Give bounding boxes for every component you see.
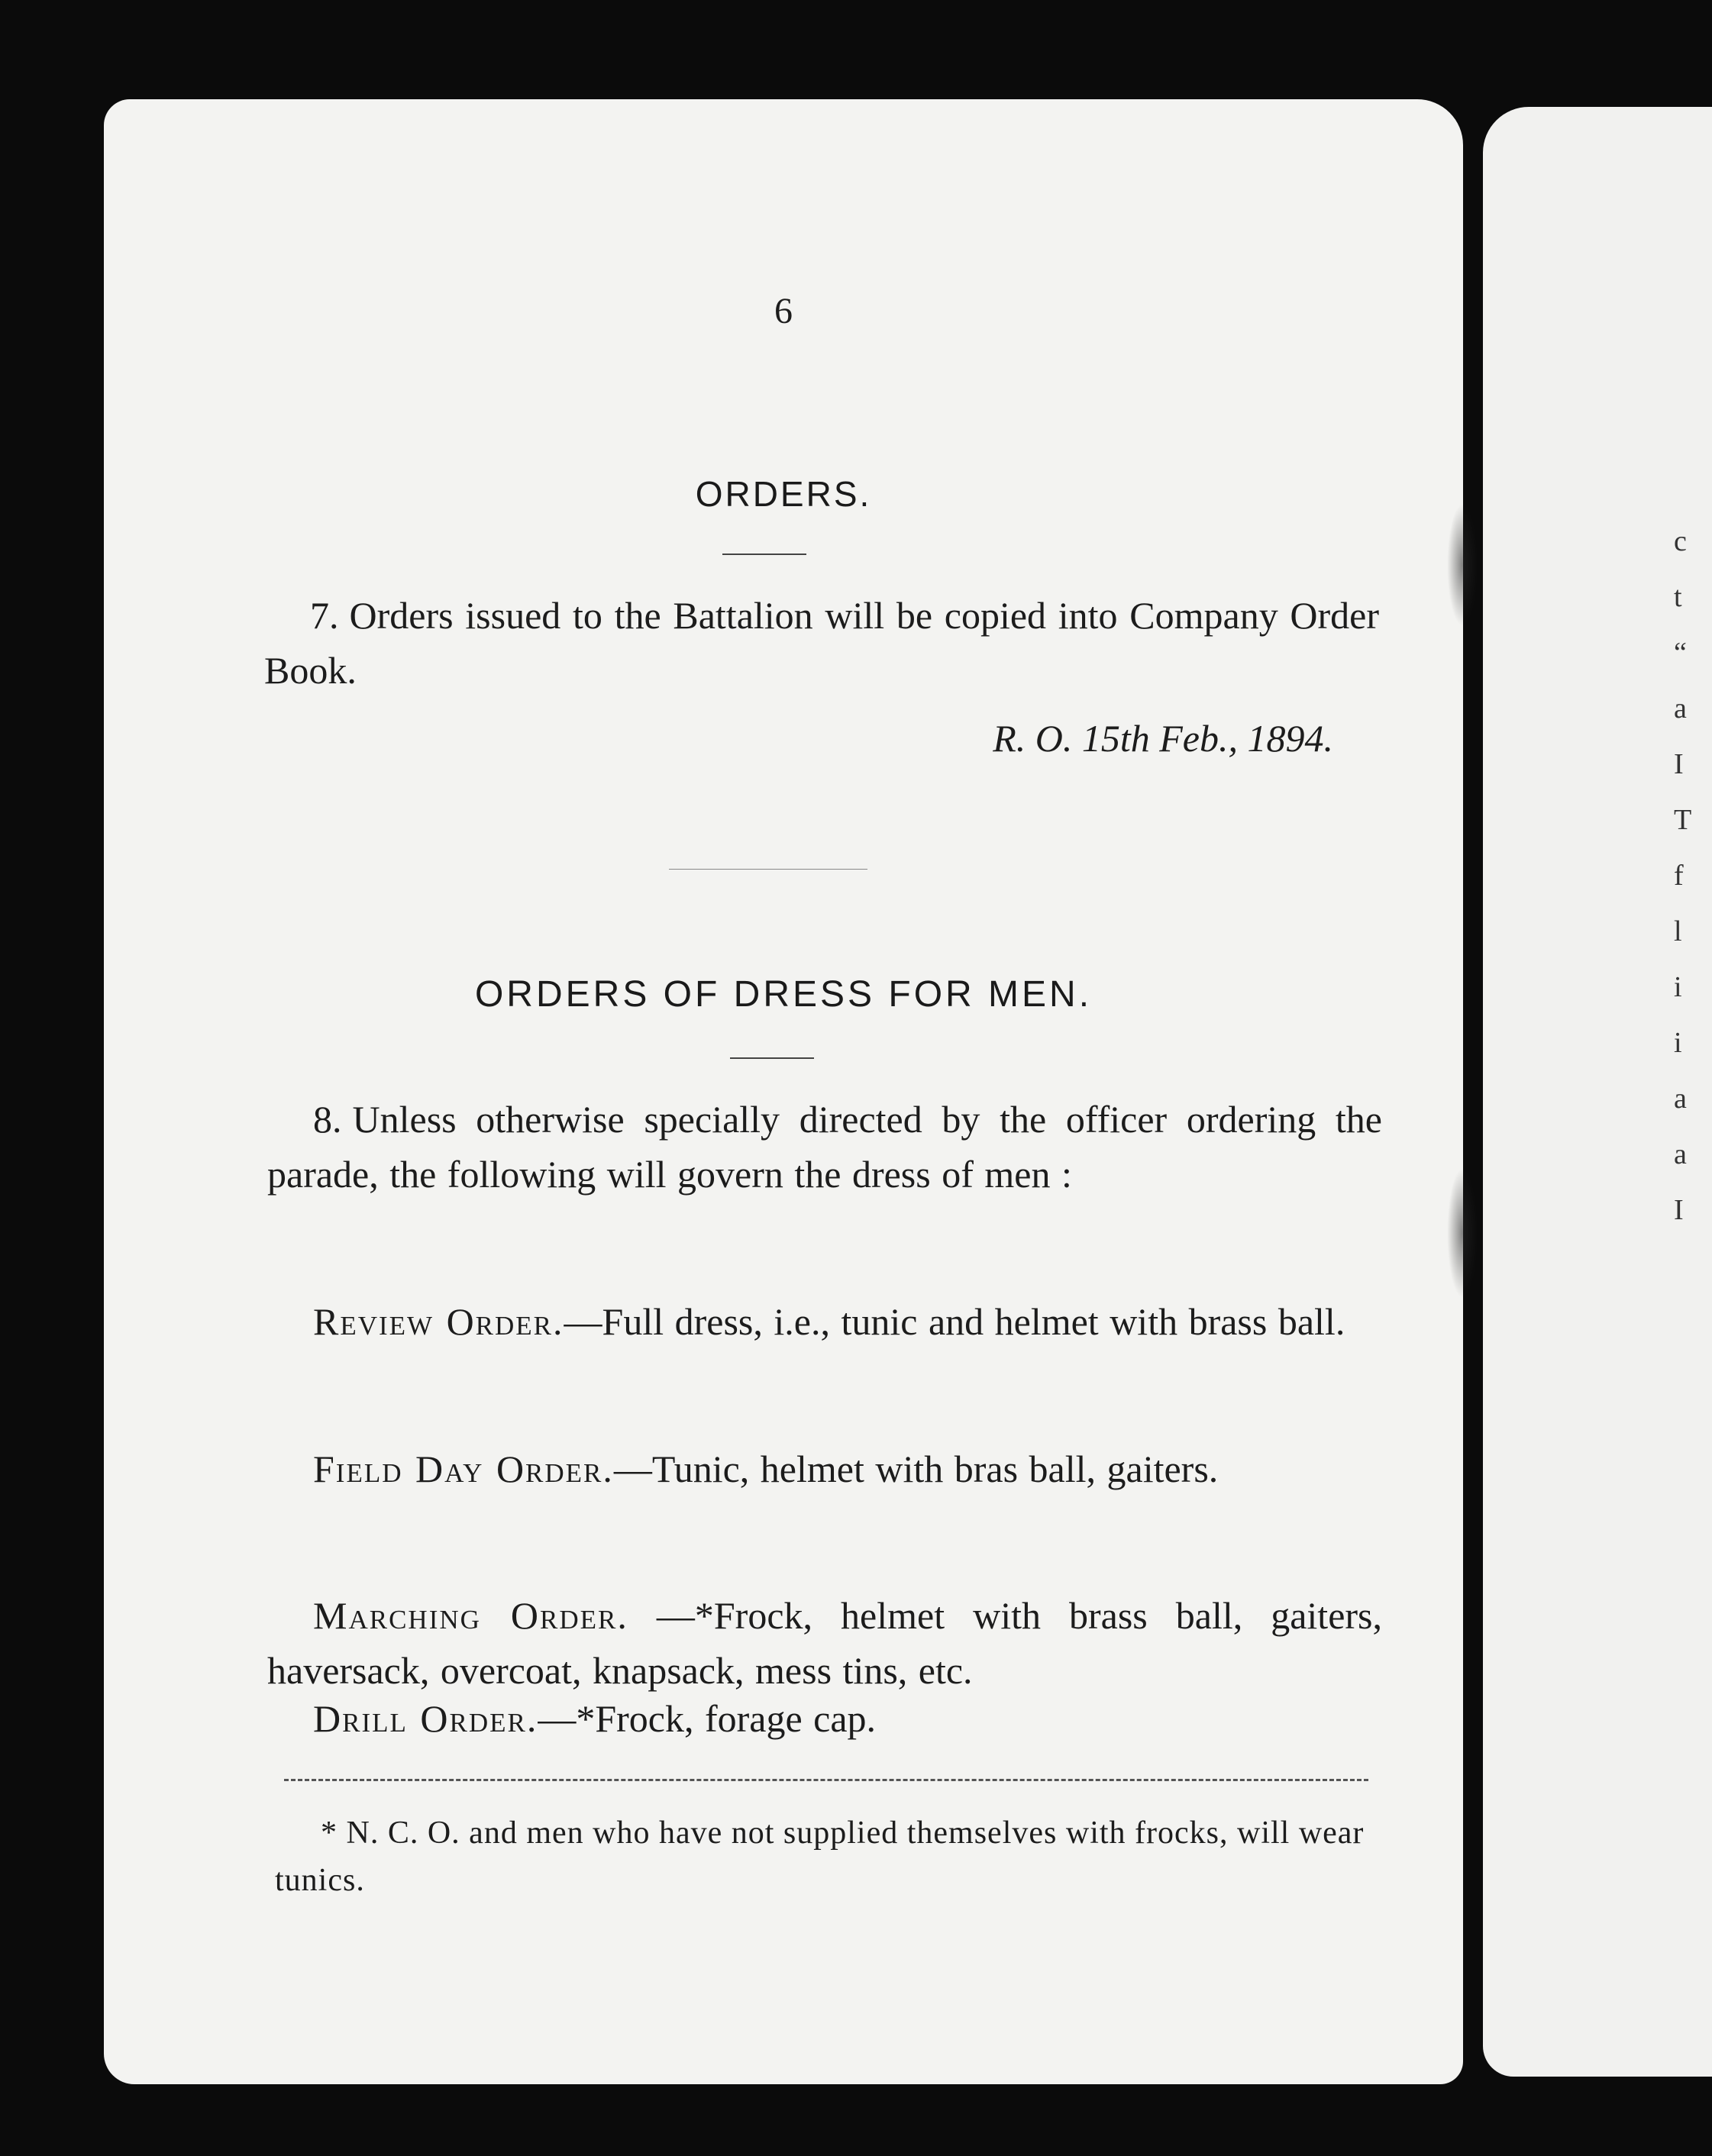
item-8-number: 8.: [313, 1098, 342, 1141]
facing-page-edge-letter: a: [1674, 1138, 1687, 1170]
item-8-paragraph: [267, 1092, 1382, 1202]
binding-mark: [1447, 504, 1478, 626]
facing-page-edge-letter: t: [1674, 581, 1682, 613]
order-entry: [267, 1441, 1382, 1496]
heading-rule: [730, 1057, 814, 1059]
document-page: [104, 99, 1463, 2084]
item-7-citation: R. O. 15th Feb., 1894.: [993, 717, 1333, 760]
heading-dress: ORDERS OF DRESS FOR MEN.: [474, 974, 1093, 1015]
order-entry: [267, 1294, 1382, 1349]
page-number: 6: [774, 291, 793, 331]
item-8-text: Unless otherwise specially directed by the officer ordering the parade, the following will govern the dress of men :: [267, 1098, 1382, 1196]
order-entry: [267, 1588, 1382, 1698]
order-entry: [267, 1691, 1382, 1746]
facing-page-edge-letter: “: [1674, 637, 1687, 669]
facing-page: [1483, 107, 1712, 2077]
order-text: —*Frock, forage cap.: [538, 1697, 877, 1740]
facing-page-edge-letter: l: [1674, 915, 1682, 947]
facing-page-edge-letter: T: [1674, 804, 1692, 836]
facing-page-edge-letter: c: [1674, 525, 1687, 557]
order-name: Drill Order.: [313, 1697, 538, 1740]
section-divider: [669, 869, 867, 870]
facing-page-edge-letter: i: [1674, 971, 1682, 1003]
facing-page-edge-letter: a: [1674, 1083, 1687, 1115]
item-7-paragraph: [264, 588, 1379, 698]
order-text: —Tunic, helmet with bras ball, gaiters.: [613, 1448, 1219, 1490]
binding-mark: [1447, 1168, 1478, 1298]
facing-page-edge-letter: I: [1674, 748, 1684, 780]
order-text: —Full dress, i.e., tunic and helmet with brass ball.: [564, 1300, 1345, 1343]
order-name: Field Day Order.: [313, 1448, 614, 1490]
heading-orders: ORDERS.: [695, 474, 872, 514]
item-7-number: 7.: [310, 594, 339, 637]
facing-page-edge-letter: f: [1674, 860, 1684, 892]
order-text: —*Frock, helmet with brass ball, gaiters, haversack, overcoat, knapsack, mess tins, etc.: [267, 1594, 1383, 1692]
item-7-text: Orders issued to the Battalion will be copied into Company Order Book.: [264, 594, 1379, 692]
facing-page-edge-letter: i: [1674, 1027, 1682, 1059]
footnote: * N. C. O. and men who have not supplied themselves with frocks, will wear tunics.: [275, 1815, 1365, 1898]
order-name: Marching Order.: [313, 1594, 628, 1637]
heading-rule: [722, 554, 806, 555]
footnote-divider: [284, 1779, 1368, 1781]
facing-page-edge-letter: a: [1674, 692, 1687, 725]
facing-page-edge-letter: I: [1674, 1194, 1684, 1226]
order-name: Review Order.: [313, 1300, 564, 1343]
